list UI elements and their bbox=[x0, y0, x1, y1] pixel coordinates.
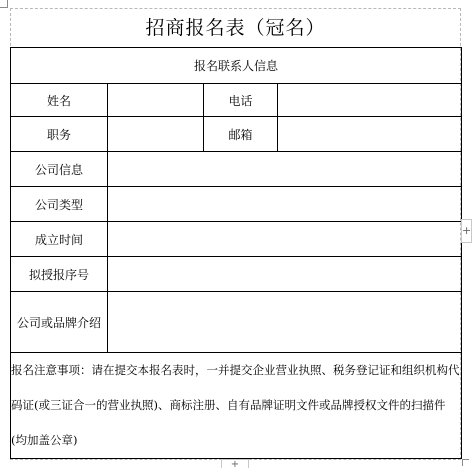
intended-serial-row bbox=[11, 257, 462, 292]
column-resize-plus-icon[interactable]: + bbox=[221, 459, 249, 468]
company-type-row bbox=[11, 187, 462, 222]
founded-row bbox=[11, 222, 462, 257]
intended-serial-label-cell: 拟授报序号 bbox=[11, 257, 108, 292]
position-value-cell[interactable] bbox=[108, 117, 204, 152]
intended-serial-value-cell[interactable] bbox=[108, 257, 462, 292]
position-email-row bbox=[11, 117, 462, 152]
email-label-cell: 邮箱 bbox=[204, 117, 278, 152]
founded-value-cell[interactable] bbox=[108, 222, 462, 257]
form-title: 招商报名表（冠名） bbox=[145, 17, 326, 39]
registration-form-table bbox=[10, 47, 462, 459]
phone-label-cell: 电话 bbox=[204, 84, 278, 117]
company-info-value-cell[interactable] bbox=[108, 152, 462, 187]
phone-value-cell[interactable] bbox=[278, 84, 462, 117]
section-header-cell: 报名联系人信息 bbox=[11, 48, 462, 84]
company-type-label-cell: 公司类型 bbox=[11, 187, 108, 222]
name-value-cell[interactable] bbox=[108, 84, 204, 117]
table-resize-corner-icon[interactable] bbox=[462, 459, 469, 466]
position-label-cell: 职务 bbox=[11, 117, 108, 152]
name-label-cell: 姓名 bbox=[11, 84, 108, 117]
row-resize-plus-icon[interactable]: + bbox=[461, 219, 472, 243]
company-info-label-cell: 公司信息 bbox=[11, 152, 108, 187]
page-corner-mark-top-left bbox=[0, 0, 8, 8]
intro-row bbox=[11, 292, 462, 353]
company-type-value-cell[interactable] bbox=[108, 187, 462, 222]
intro-value-cell[interactable] bbox=[108, 292, 462, 353]
notes-row bbox=[11, 353, 462, 459]
intro-label-cell: 公司或品牌介绍 bbox=[11, 292, 108, 353]
email-value-cell[interactable] bbox=[278, 117, 462, 152]
company-info-row bbox=[11, 152, 462, 187]
notes-cell: 报名注意事项：请在提交本报名表时，一并提交企业营业执照、税务登记证和组织机构代码证(或三证合一的营业执照)、商标注册、自有品牌证明文件或品牌授权文件的扫描件(均加盖公章) bbox=[11, 353, 462, 459]
name-phone-row bbox=[11, 84, 462, 117]
founded-label-cell: 成立时间 bbox=[11, 222, 108, 257]
section-header-row bbox=[11, 48, 462, 84]
